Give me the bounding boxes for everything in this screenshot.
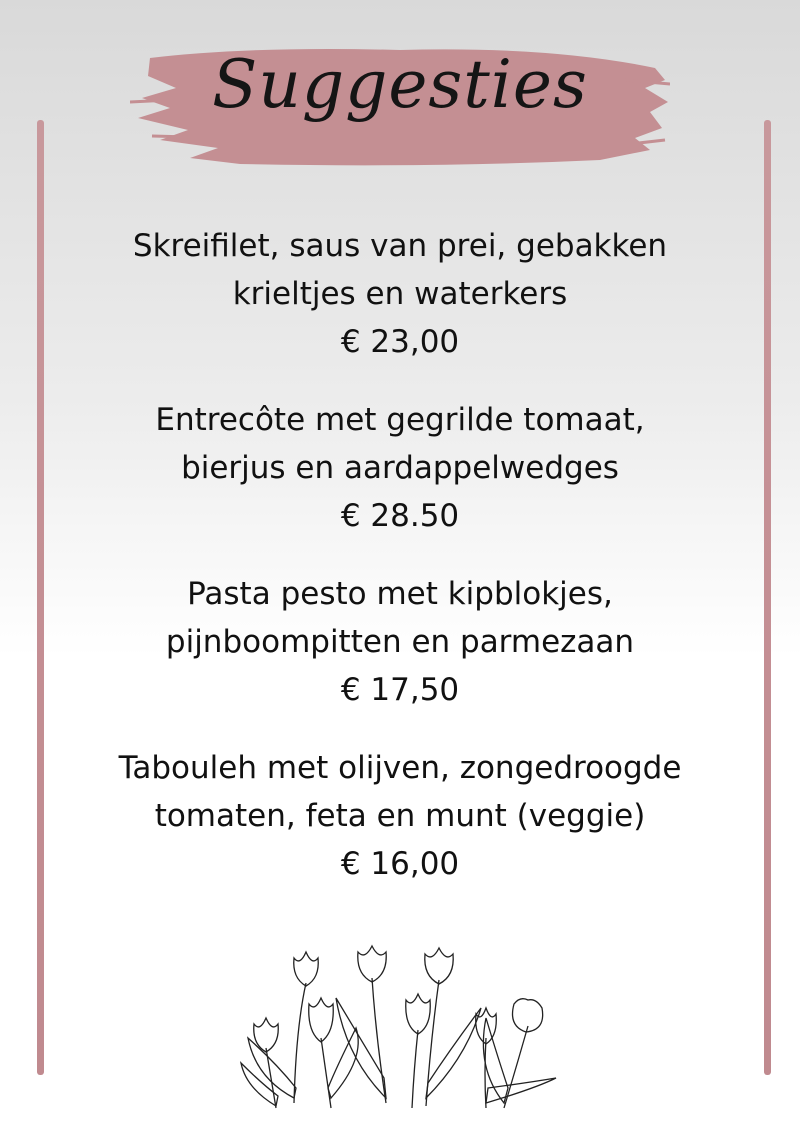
menu-item [60, 570, 740, 714]
dish-description-line: tomaten, feta en munt (veggie) [154, 798, 646, 834]
dish-description-line: Pasta pesto met kipblokjes, [187, 576, 613, 612]
page-title: Suggesties [212, 46, 588, 123]
dish-price: € 17,50 [340, 672, 460, 708]
dish-description-line: bierjus en aardappelwedges [181, 450, 619, 486]
right-decorative-bar [764, 120, 771, 1075]
dish-description-line: Skreifilet, saus van prei, gebakken [132, 228, 668, 264]
dish-description-line: Entrecôte met gegrilde tomaat, [155, 402, 645, 438]
dish-price: € 23,00 [340, 324, 460, 360]
menu-item [60, 222, 740, 366]
menu-list [60, 222, 740, 918]
left-decorative-bar [37, 120, 44, 1075]
menu-item [60, 396, 740, 540]
dish-description-line: Tabouleh met olijven, zongedroogde [118, 750, 682, 786]
dish-price: € 28.50 [340, 498, 460, 534]
dish-price: € 16,00 [340, 846, 460, 882]
menu-item [60, 744, 740, 888]
dish-description-line: krieltjes en waterkers [232, 276, 568, 312]
dish-description-line: pijnboompitten en parmezaan [165, 624, 635, 660]
tulips-illustration [236, 938, 566, 1113]
